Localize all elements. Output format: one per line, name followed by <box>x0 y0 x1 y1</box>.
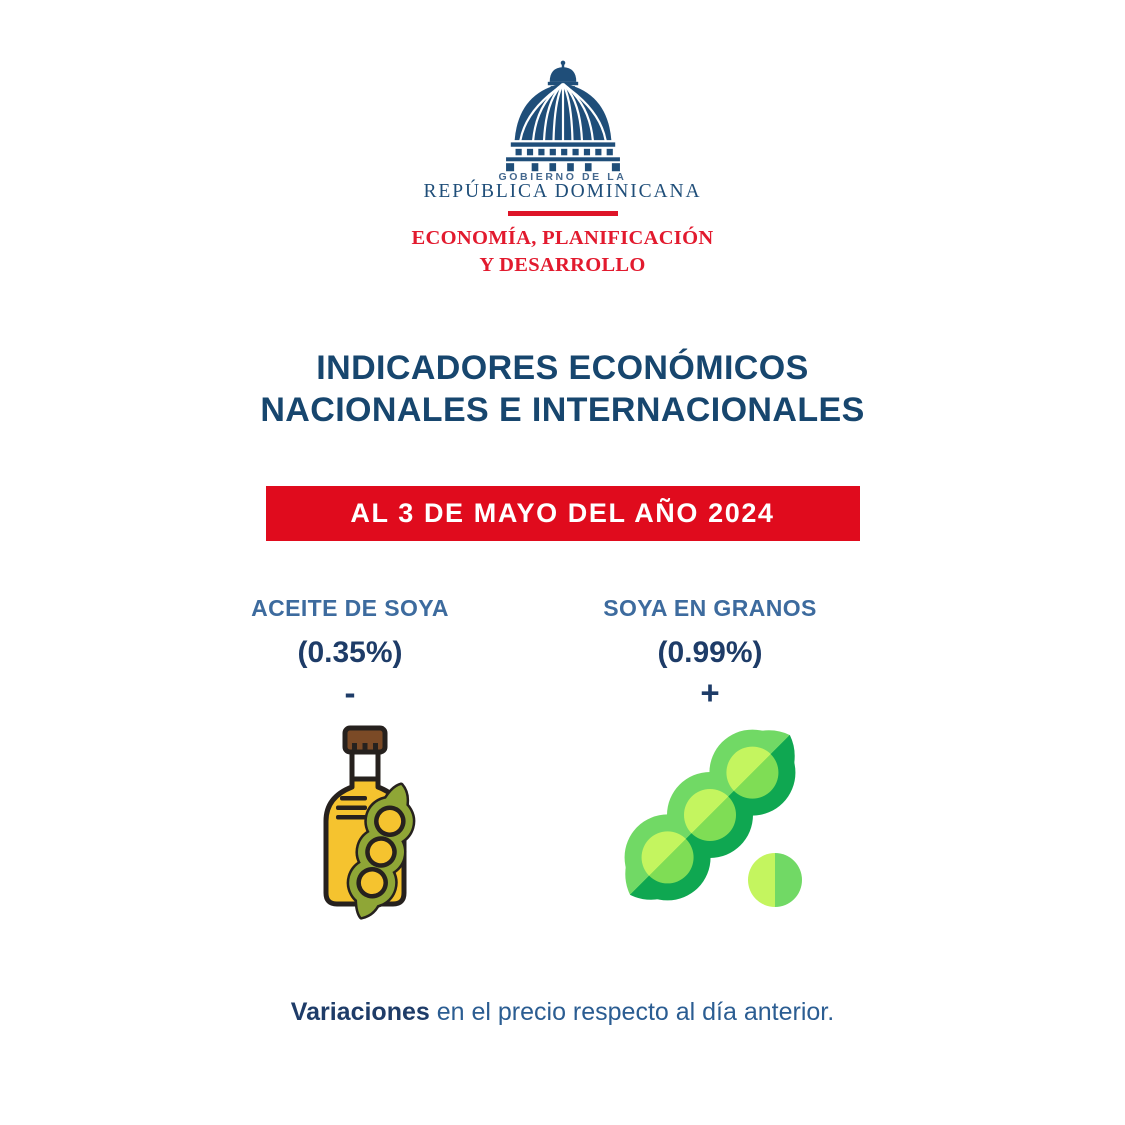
indicator-soybeans <box>537 595 883 710</box>
government-label: GOBIERNO DE LA <box>498 171 627 183</box>
page-title-line1: INDICADORES ECONÓMICOS <box>316 349 809 387</box>
page-title <box>0 348 1125 431</box>
soybean-pod-icon <box>615 720 805 910</box>
indicator-variation: (0.35%) <box>297 636 403 669</box>
date-banner: AL 3 DE MAYO DEL AÑO 2024 <box>266 486 860 541</box>
ministry-line2: Y DESARROLLO <box>479 253 646 276</box>
single-soybean <box>748 853 802 907</box>
national-palace-dome-icon <box>506 60 620 172</box>
footnote-rest: en el precio respecto al día anterior. <box>429 998 835 1026</box>
soy-oil-bottle-icon <box>318 724 430 920</box>
minus-sign: - <box>344 674 356 711</box>
country-name: REPÚBLICA DOMINICANA <box>423 181 702 202</box>
plus-sign: + <box>700 674 720 711</box>
footnote-lead: Variaciones <box>290 998 430 1026</box>
indicator-soy-oil <box>177 595 523 710</box>
red-divider <box>508 211 618 216</box>
indicator-name: SOYA EN GRANOS <box>603 595 817 621</box>
indicator-name: ACEITE DE SOYA <box>251 595 449 621</box>
indicator-variation: (0.99%) <box>657 636 763 669</box>
footnote <box>0 996 1125 1028</box>
ministry-name <box>0 225 1125 278</box>
ministry-line1: ECONOMÍA, PLANIFICACIÓN <box>411 227 714 249</box>
page-title-line2: NACIONALES E INTERNACIONALES <box>260 390 865 429</box>
